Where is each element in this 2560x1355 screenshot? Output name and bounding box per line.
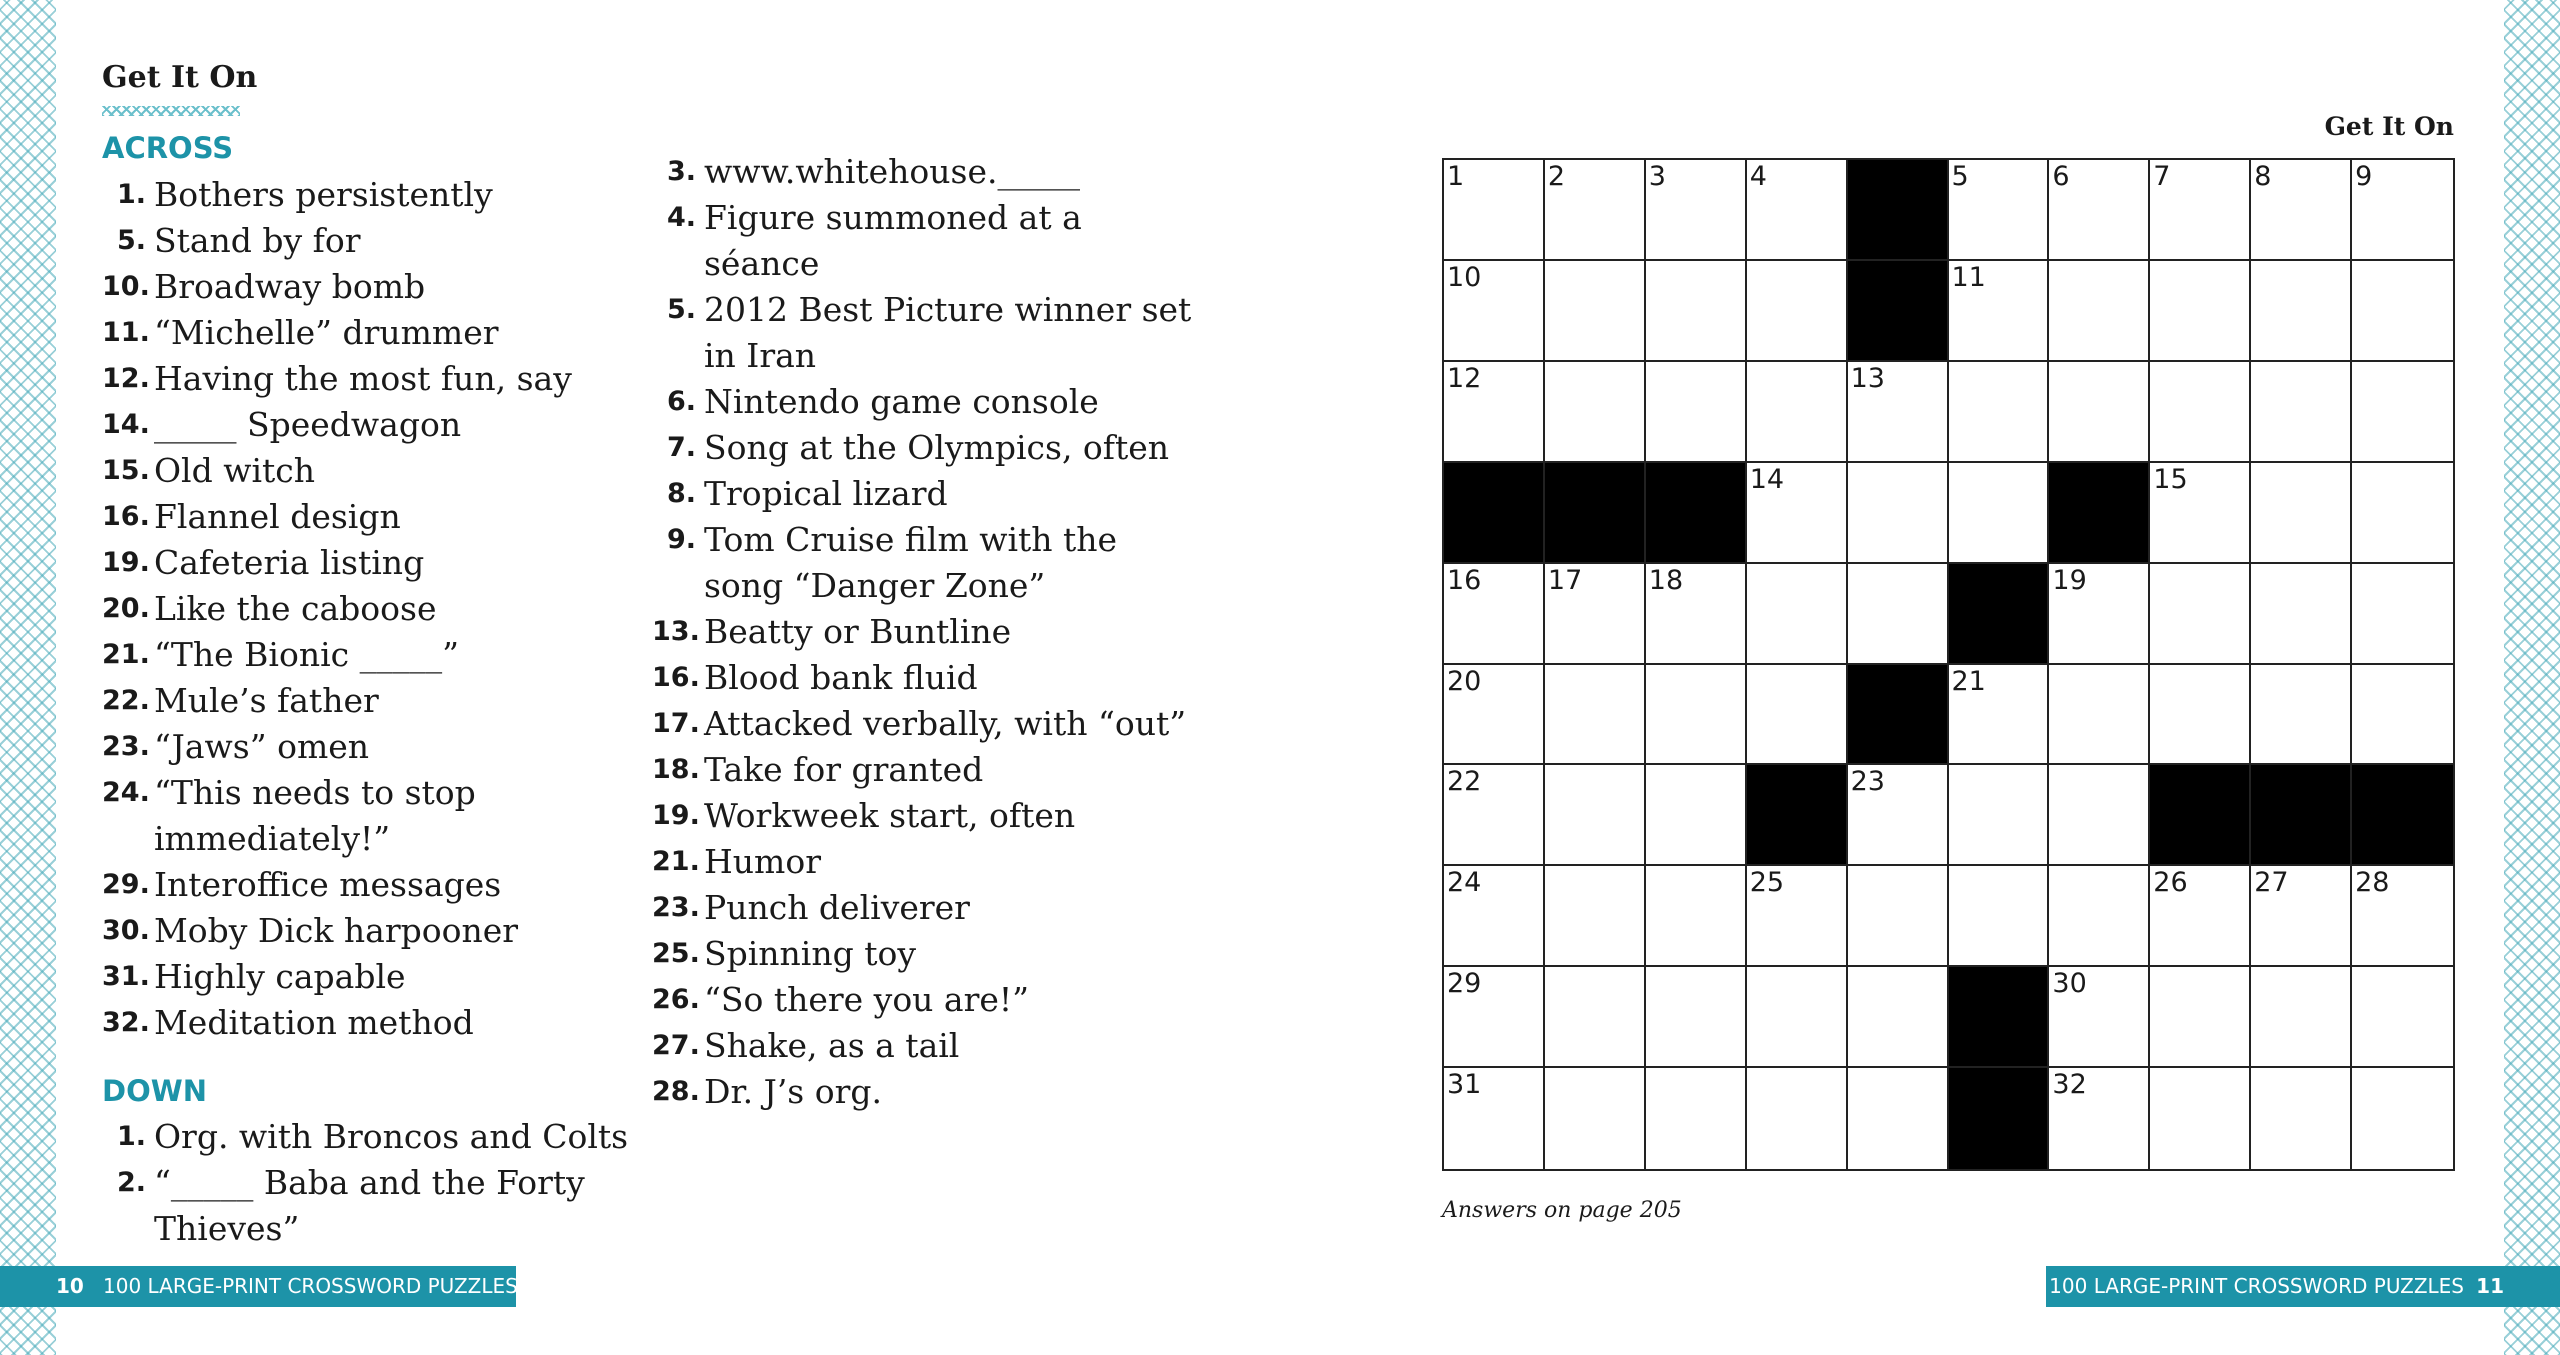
clue-text: Old witch [154, 451, 316, 490]
clue-text: Attacked verbally, with “out” [704, 704, 1187, 743]
grid-cell[interactable] [2049, 261, 2150, 362]
grid-cell[interactable] [1848, 1068, 1949, 1169]
clue-number: 7. [666, 432, 696, 463]
grid-cell[interactable] [2251, 160, 2352, 261]
grid-cell[interactable] [1747, 564, 1848, 665]
clue-number: 32. [102, 1007, 150, 1038]
black-square [2251, 765, 2352, 866]
grid-cell[interactable] [2150, 564, 2251, 665]
clue-item [102, 908, 642, 954]
grid-cell[interactable] [1949, 866, 2050, 967]
clue-text: Moby Dick harpooner [154, 911, 519, 950]
clue-item [652, 425, 1192, 471]
cell-number: 29 [1447, 968, 1482, 1000]
clue-item [102, 770, 642, 862]
grid-cell[interactable] [1949, 765, 2050, 866]
grid-cell[interactable] [2251, 967, 2352, 1068]
book-title-left: 100 LARGE-PRINT CROSSWORD PUZZLES [103, 1274, 518, 1298]
clue-item [652, 977, 1192, 1023]
clue-number: 23. [102, 731, 150, 762]
clue-text: Shake, as a tail [704, 1026, 960, 1065]
cell-number: 10 [1447, 261, 1482, 293]
clue-text: Bothers persistently [154, 175, 493, 214]
left-edge-pattern [0, 0, 56, 1355]
clue-number: 2. [116, 1167, 146, 1198]
grid-cell[interactable] [2251, 564, 2352, 665]
grid-cell[interactable] [1646, 160, 1747, 261]
cell-number: 7 [2153, 161, 2171, 192]
clue-item [102, 356, 642, 402]
grid-cell[interactable] [1949, 463, 2050, 564]
cell-number: 15 [2153, 463, 2188, 495]
grid-cell[interactable] [2352, 160, 2453, 261]
clue-number: 26. [652, 984, 700, 1015]
clue-item [102, 1000, 642, 1046]
grid-cell[interactable] [1646, 866, 1747, 967]
cell-number: 17 [1547, 564, 1583, 596]
clue-item [102, 218, 642, 264]
cell-number: 5 [1951, 161, 1969, 192]
clue-number: 22. [102, 685, 150, 716]
black-square [1848, 261, 1949, 362]
grid-cell[interactable] [1646, 765, 1747, 866]
grid-cell[interactable] [2150, 160, 2251, 261]
grid-cell[interactable] [2150, 261, 2251, 362]
cell-number: 25 [1749, 867, 1785, 899]
cell-number: 14 [1749, 463, 1785, 495]
black-square [1444, 463, 1545, 564]
cell-number: 6 [2052, 161, 2070, 192]
clue-number: 21. [652, 846, 700, 877]
clue-number: 19. [652, 800, 700, 831]
grid-cell[interactable] [1646, 261, 1747, 362]
grid-cell[interactable] [2352, 463, 2453, 564]
cell-number: 28 [2355, 867, 2390, 899]
clue-text: Stand by for [154, 221, 361, 260]
grid-cell[interactable] [1646, 564, 1747, 665]
page-number-right: 11 [2476, 1274, 2504, 1298]
clue-item [102, 172, 642, 218]
clue-text: “So there you are!” [704, 980, 1030, 1019]
across-clue-list [102, 172, 642, 1046]
clue-text: Humor [704, 842, 821, 881]
clue-text: 2012 Best Picture winner set in Iran [704, 290, 1192, 375]
clue-item [652, 701, 1192, 747]
grid-cell[interactable] [2049, 765, 2150, 866]
clue-text: Punch deliverer [704, 888, 970, 927]
clue-item [102, 540, 642, 586]
down-clue-list-part2 [652, 149, 1192, 1115]
clue-text: “This needs to stop immediately!” [154, 773, 476, 858]
cell-number: 3 [1648, 161, 1666, 192]
clue-item [102, 586, 642, 632]
grid-cell[interactable] [1545, 362, 1646, 463]
cell-number: 26 [2153, 867, 2188, 899]
clue-text: Nintendo game console [704, 382, 1099, 421]
clue-number: 3. [666, 156, 696, 187]
clue-number: 5. [116, 225, 146, 256]
grid-cell[interactable] [1444, 665, 1545, 766]
clue-item [652, 195, 1192, 287]
across-heading: ACROSS [102, 131, 234, 165]
clue-text: Interoffice messages [154, 865, 502, 904]
clue-text: Cafeteria listing [154, 543, 425, 582]
clue-item [652, 1069, 1192, 1115]
grid-cell[interactable] [1646, 1068, 1747, 1169]
grid-cell[interactable] [1545, 261, 1646, 362]
grid-cell[interactable] [2251, 665, 2352, 766]
right-edge-pattern [2504, 0, 2560, 1355]
grid-cell[interactable] [1545, 564, 1646, 665]
grid-cell[interactable] [1545, 765, 1646, 866]
clue-item [652, 379, 1192, 425]
clue-text: “The Bionic _____” [154, 635, 459, 674]
grid-cell[interactable] [1949, 362, 2050, 463]
clue-item [652, 149, 1192, 195]
cell-number: 30 [2052, 968, 2087, 1000]
clue-text: Spinning toy [704, 934, 916, 973]
clue-text: Having the most fun, say [154, 359, 572, 398]
clue-number: 8. [666, 478, 696, 509]
title-underline [102, 106, 240, 116]
clue-item [652, 885, 1192, 931]
clue-item [102, 494, 642, 540]
grid-cell[interactable] [1444, 967, 1545, 1068]
grid-cell[interactable] [2049, 160, 2150, 261]
clue-text: _____ Speedwagon [154, 405, 462, 444]
grid-cell[interactable] [1848, 463, 1949, 564]
clue-item [102, 402, 642, 448]
clue-item [102, 1114, 642, 1160]
book-title-right: 100 LARGE-PRINT CROSSWORD PUZZLES [2049, 1274, 2464, 1298]
clue-item [102, 1160, 642, 1252]
black-square [2150, 765, 2251, 866]
grid-cell[interactable] [1545, 1068, 1646, 1169]
clue-text: Blood bank fluid [704, 658, 978, 697]
grid-cell[interactable] [2352, 362, 2453, 463]
clue-number: 23. [652, 892, 700, 923]
cell-number: 23 [1850, 766, 1885, 798]
clue-text: Beatty or Buntline [704, 612, 1012, 651]
grid-cell[interactable] [2049, 866, 2150, 967]
cell-number: 16 [1447, 564, 1482, 596]
clue-item [652, 609, 1192, 655]
cell-number: 22 [1447, 766, 1482, 798]
grid-cell[interactable] [2352, 1068, 2453, 1169]
grid-cell[interactable] [2251, 362, 2352, 463]
clue-number: 15. [102, 455, 150, 486]
cell-number: 31 [1447, 1069, 1482, 1101]
black-square [1949, 1068, 2050, 1169]
clue-number: 1. [116, 179, 146, 210]
clue-text: “Jaws” omen [154, 727, 370, 766]
grid-cell[interactable] [2352, 261, 2453, 362]
clue-item [652, 517, 1192, 609]
grid-cell[interactable] [1747, 362, 1848, 463]
grid-cell[interactable] [1747, 967, 1848, 1068]
clue-number: 19. [102, 547, 150, 578]
clue-number: 28. [652, 1076, 700, 1107]
clue-number: 13. [652, 616, 700, 647]
grid-cell[interactable] [2150, 665, 2251, 766]
grid-cell[interactable] [2049, 967, 2150, 1068]
clue-text: Org. with Broncos and Colts [154, 1117, 629, 1156]
cell-number: 21 [1951, 665, 1986, 697]
clue-text: Tom Cruise film with the song “Danger Zone” [704, 520, 1118, 605]
clue-item [652, 839, 1192, 885]
grid-cell[interactable] [1444, 261, 1545, 362]
clue-number: 25. [652, 938, 700, 969]
clue-number: 21. [102, 639, 150, 670]
down-clue-list-part1 [102, 1114, 642, 1252]
clue-item [652, 471, 1192, 517]
clue-number: 14. [102, 409, 150, 440]
clue-text: Highly capable [154, 957, 406, 996]
puzzle-title: Get It On [102, 60, 258, 95]
clue-number: 5. [666, 294, 696, 325]
clue-text: Flannel design [154, 497, 401, 536]
clue-number: 20. [102, 593, 150, 624]
grid-cell[interactable] [1747, 261, 1848, 362]
grid-cell[interactable] [1646, 967, 1747, 1068]
footer-left [0, 1266, 516, 1307]
cell-number: 2 [1547, 161, 1566, 192]
clue-number: 1. [116, 1121, 146, 1152]
clue-text: Figure summoned at a séance [704, 198, 1082, 283]
grid-cell[interactable] [1949, 160, 2050, 261]
clue-text: Broadway bomb [154, 267, 426, 306]
grid-cell[interactable] [1545, 665, 1646, 766]
page-number-left: 10 [56, 1274, 84, 1298]
grid-cell[interactable] [1848, 967, 1949, 1068]
grid-cell[interactable] [2049, 362, 2150, 463]
cell-number: 27 [2254, 867, 2289, 899]
clue-text: “Michelle” drummer [154, 313, 499, 352]
grid-cell[interactable] [1646, 665, 1747, 766]
clue-item [652, 1023, 1192, 1069]
clue-item [102, 724, 642, 770]
grid-cell[interactable] [1444, 362, 1545, 463]
grid-cell[interactable] [1444, 160, 1545, 261]
clue-number: 29. [102, 869, 150, 900]
grid-cell[interactable] [2352, 866, 2453, 967]
clue-text: Workweek start, often [704, 796, 1076, 835]
grid-cell[interactable] [1747, 665, 1848, 766]
clue-item [652, 747, 1192, 793]
black-square [1949, 967, 2050, 1068]
grid-cell[interactable] [1444, 1068, 1545, 1169]
black-square [1848, 160, 1949, 261]
cell-number: 20 [1447, 665, 1482, 697]
clue-text: Dr. J’s org. [704, 1072, 882, 1111]
grid-cell[interactable] [2150, 967, 2251, 1068]
clue-text: Tropical lizard [704, 474, 948, 513]
cell-number: 32 [2052, 1069, 2087, 1101]
clue-item [652, 931, 1192, 977]
clue-item [102, 954, 642, 1000]
crossword-grid[interactable] [1442, 158, 2455, 1171]
grid-cell[interactable] [2251, 1068, 2352, 1169]
cell-number: 24 [1447, 867, 1482, 899]
clue-item [652, 287, 1192, 379]
grid-cell[interactable] [1747, 866, 1848, 967]
grid-cell[interactable] [2150, 866, 2251, 967]
grid-cell[interactable] [2049, 564, 2150, 665]
clue-number: 24. [102, 777, 150, 808]
clue-number: 12. [102, 363, 150, 394]
clue-number: 17. [652, 708, 700, 739]
black-square [2352, 765, 2453, 866]
grid-cell[interactable] [1646, 362, 1747, 463]
clue-number: 31. [102, 961, 150, 992]
grid-title: Get It On [2324, 112, 2454, 141]
grid-cell[interactable] [2150, 463, 2251, 564]
grid-cell[interactable] [1848, 765, 1949, 866]
grid-cell[interactable] [1949, 261, 2050, 362]
down-heading: DOWN [102, 1074, 207, 1108]
grid-cell[interactable] [2352, 967, 2453, 1068]
grid-cell[interactable] [1545, 866, 1646, 967]
clue-item [652, 655, 1192, 701]
cell-number: 1 [1447, 161, 1465, 192]
grid-cell[interactable] [1848, 866, 1949, 967]
clue-number: 18. [652, 754, 700, 785]
grid-cell[interactable] [2251, 463, 2352, 564]
clue-text: Like the caboose [154, 589, 437, 628]
grid-cell[interactable] [1848, 362, 1949, 463]
grid-cell[interactable] [1747, 463, 1848, 564]
grid-cell[interactable] [2049, 665, 2150, 766]
grid-cell[interactable] [2150, 1068, 2251, 1169]
grid-cell[interactable] [1747, 160, 1848, 261]
cell-number: 9 [2355, 161, 2373, 192]
clue-item [102, 264, 642, 310]
grid-cell[interactable] [2150, 362, 2251, 463]
cell-number: 8 [2254, 161, 2272, 192]
clue-number: 30. [102, 915, 150, 946]
clue-number: 16. [102, 501, 150, 532]
black-square [1545, 463, 1646, 564]
clue-item [102, 632, 642, 678]
clue-number: 4. [666, 202, 696, 233]
cell-number: 13 [1850, 362, 1885, 394]
cell-number: 11 [1951, 261, 1986, 293]
clue-item [102, 678, 642, 724]
grid-cell[interactable] [2251, 866, 2352, 967]
clue-number: 10. [102, 271, 150, 302]
clue-text: Mule’s father [154, 681, 379, 720]
grid-cell[interactable] [1545, 160, 1646, 261]
grid-cell[interactable] [1949, 665, 2050, 766]
clue-text: www.whitehouse._____ [704, 152, 1080, 191]
clue-item [652, 793, 1192, 839]
answers-note: Answers on page 205 [1442, 1198, 1682, 1223]
grid-cell[interactable] [2049, 1068, 2150, 1169]
cell-number: 4 [1749, 161, 1767, 192]
clue-text: Take for granted [704, 750, 984, 789]
clue-item [102, 310, 642, 356]
grid-cell[interactable] [1747, 1068, 1848, 1169]
grid-cell[interactable] [1444, 564, 1545, 665]
clue-text: Song at the Olympics, often [704, 428, 1170, 467]
grid-cell[interactable] [1545, 967, 1646, 1068]
clue-item [102, 862, 642, 908]
grid-cell[interactable] [1848, 564, 1949, 665]
cell-number: 19 [2052, 564, 2087, 596]
grid-cell[interactable] [2352, 564, 2453, 665]
black-square [1646, 463, 1747, 564]
grid-cell[interactable] [2251, 261, 2352, 362]
black-square [1747, 765, 1848, 866]
black-square [1848, 665, 1949, 766]
clue-text: “_____ Baba and the Forty Thieves” [154, 1163, 585, 1248]
cell-number: 12 [1447, 362, 1482, 394]
footer-right [2046, 1266, 2560, 1307]
black-square [1949, 564, 2050, 665]
cell-number: 18 [1648, 564, 1684, 596]
clue-text: Meditation method [154, 1003, 474, 1042]
clue-number: 16. [652, 662, 700, 693]
grid-cell[interactable] [1444, 765, 1545, 866]
grid-cell[interactable] [2352, 665, 2453, 766]
clue-number: 11. [102, 317, 150, 348]
grid-cell[interactable] [1444, 866, 1545, 967]
clue-number: 27. [652, 1030, 700, 1061]
clue-number: 6. [666, 386, 696, 417]
black-square [2049, 463, 2150, 564]
clue-number: 9. [666, 524, 696, 555]
clue-item [102, 448, 642, 494]
